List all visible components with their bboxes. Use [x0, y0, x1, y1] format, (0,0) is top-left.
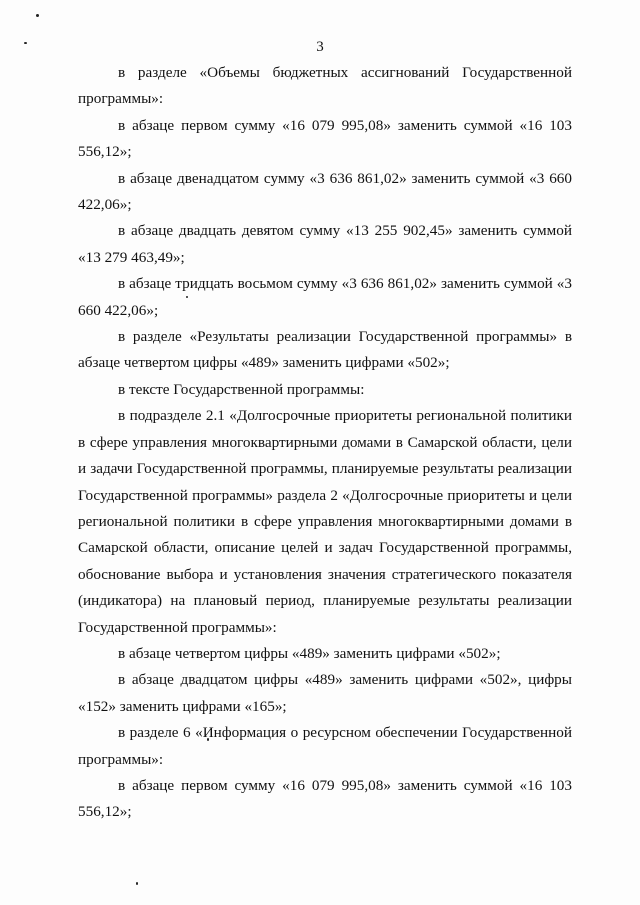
paragraph: в абзаце первом сумму «16 079 995,08» заменить суммой «16 103 556,12»;	[78, 116, 572, 161]
paragraph: в абзаце первом сумму «16 079 995,08» заменить суммой «16 103 556,12»;	[78, 776, 572, 821]
paragraph: в подразделе 2.1 «Долгосрочные приоритеты региональной политики в сфере управления многоквартирными домами в Самарской области, цели и задачи Государственной программы, планируемые результаты реализации Государственной программы» раздела 2 «Долгосрочные приоритеты и цели региональной политики в сфере управления многоквартирными домами в Самарской области, описание целей и задач Государственной программы, обоснование выбора и установления значения стратегического показателя (индикатора) на плановый период, планируемые результаты реализации Государственной программы»:	[78, 407, 572, 636]
scan-speck	[136, 882, 138, 885]
paragraph: в разделе «Результаты реализации Государственной программы» в абзаце четвертом цифры «489» заменить цифрами «502»;	[78, 328, 572, 372]
paragraph: в разделе «Объемы бюджетных ассигнований Государственной программы»:	[78, 64, 572, 108]
paragraph: в абзаце тридцать восьмом сумму «3 636 861,02» заменить суммой «3 660 422,06»;	[78, 275, 572, 319]
paragraph: в разделе 6 «Информация о ресурсном обеспечении Государственной программы»:	[78, 724, 572, 768]
paragraph: в абзаце четвертом цифры «489» заменить цифрами «502»;	[118, 644, 501, 662]
paragraph: в абзаце двадцатом цифры «489» заменить цифрами «502», цифры «152» заменить цифрами «165»;	[78, 671, 572, 715]
page-number: 3	[316, 39, 324, 55]
paragraph: в абзаце двадцать девятом сумму «13 255 902,45» заменить суммой «13 279 463,49»;	[78, 222, 572, 266]
paragraph: в абзаце двенадцатом сумму «3 636 861,02» заменить суммой «3 660 422,06»;	[78, 169, 572, 214]
document-body	[78, 60, 572, 826]
scan-speck	[36, 14, 39, 17]
paragraph: в тексте Государственной программы:	[118, 380, 365, 398]
